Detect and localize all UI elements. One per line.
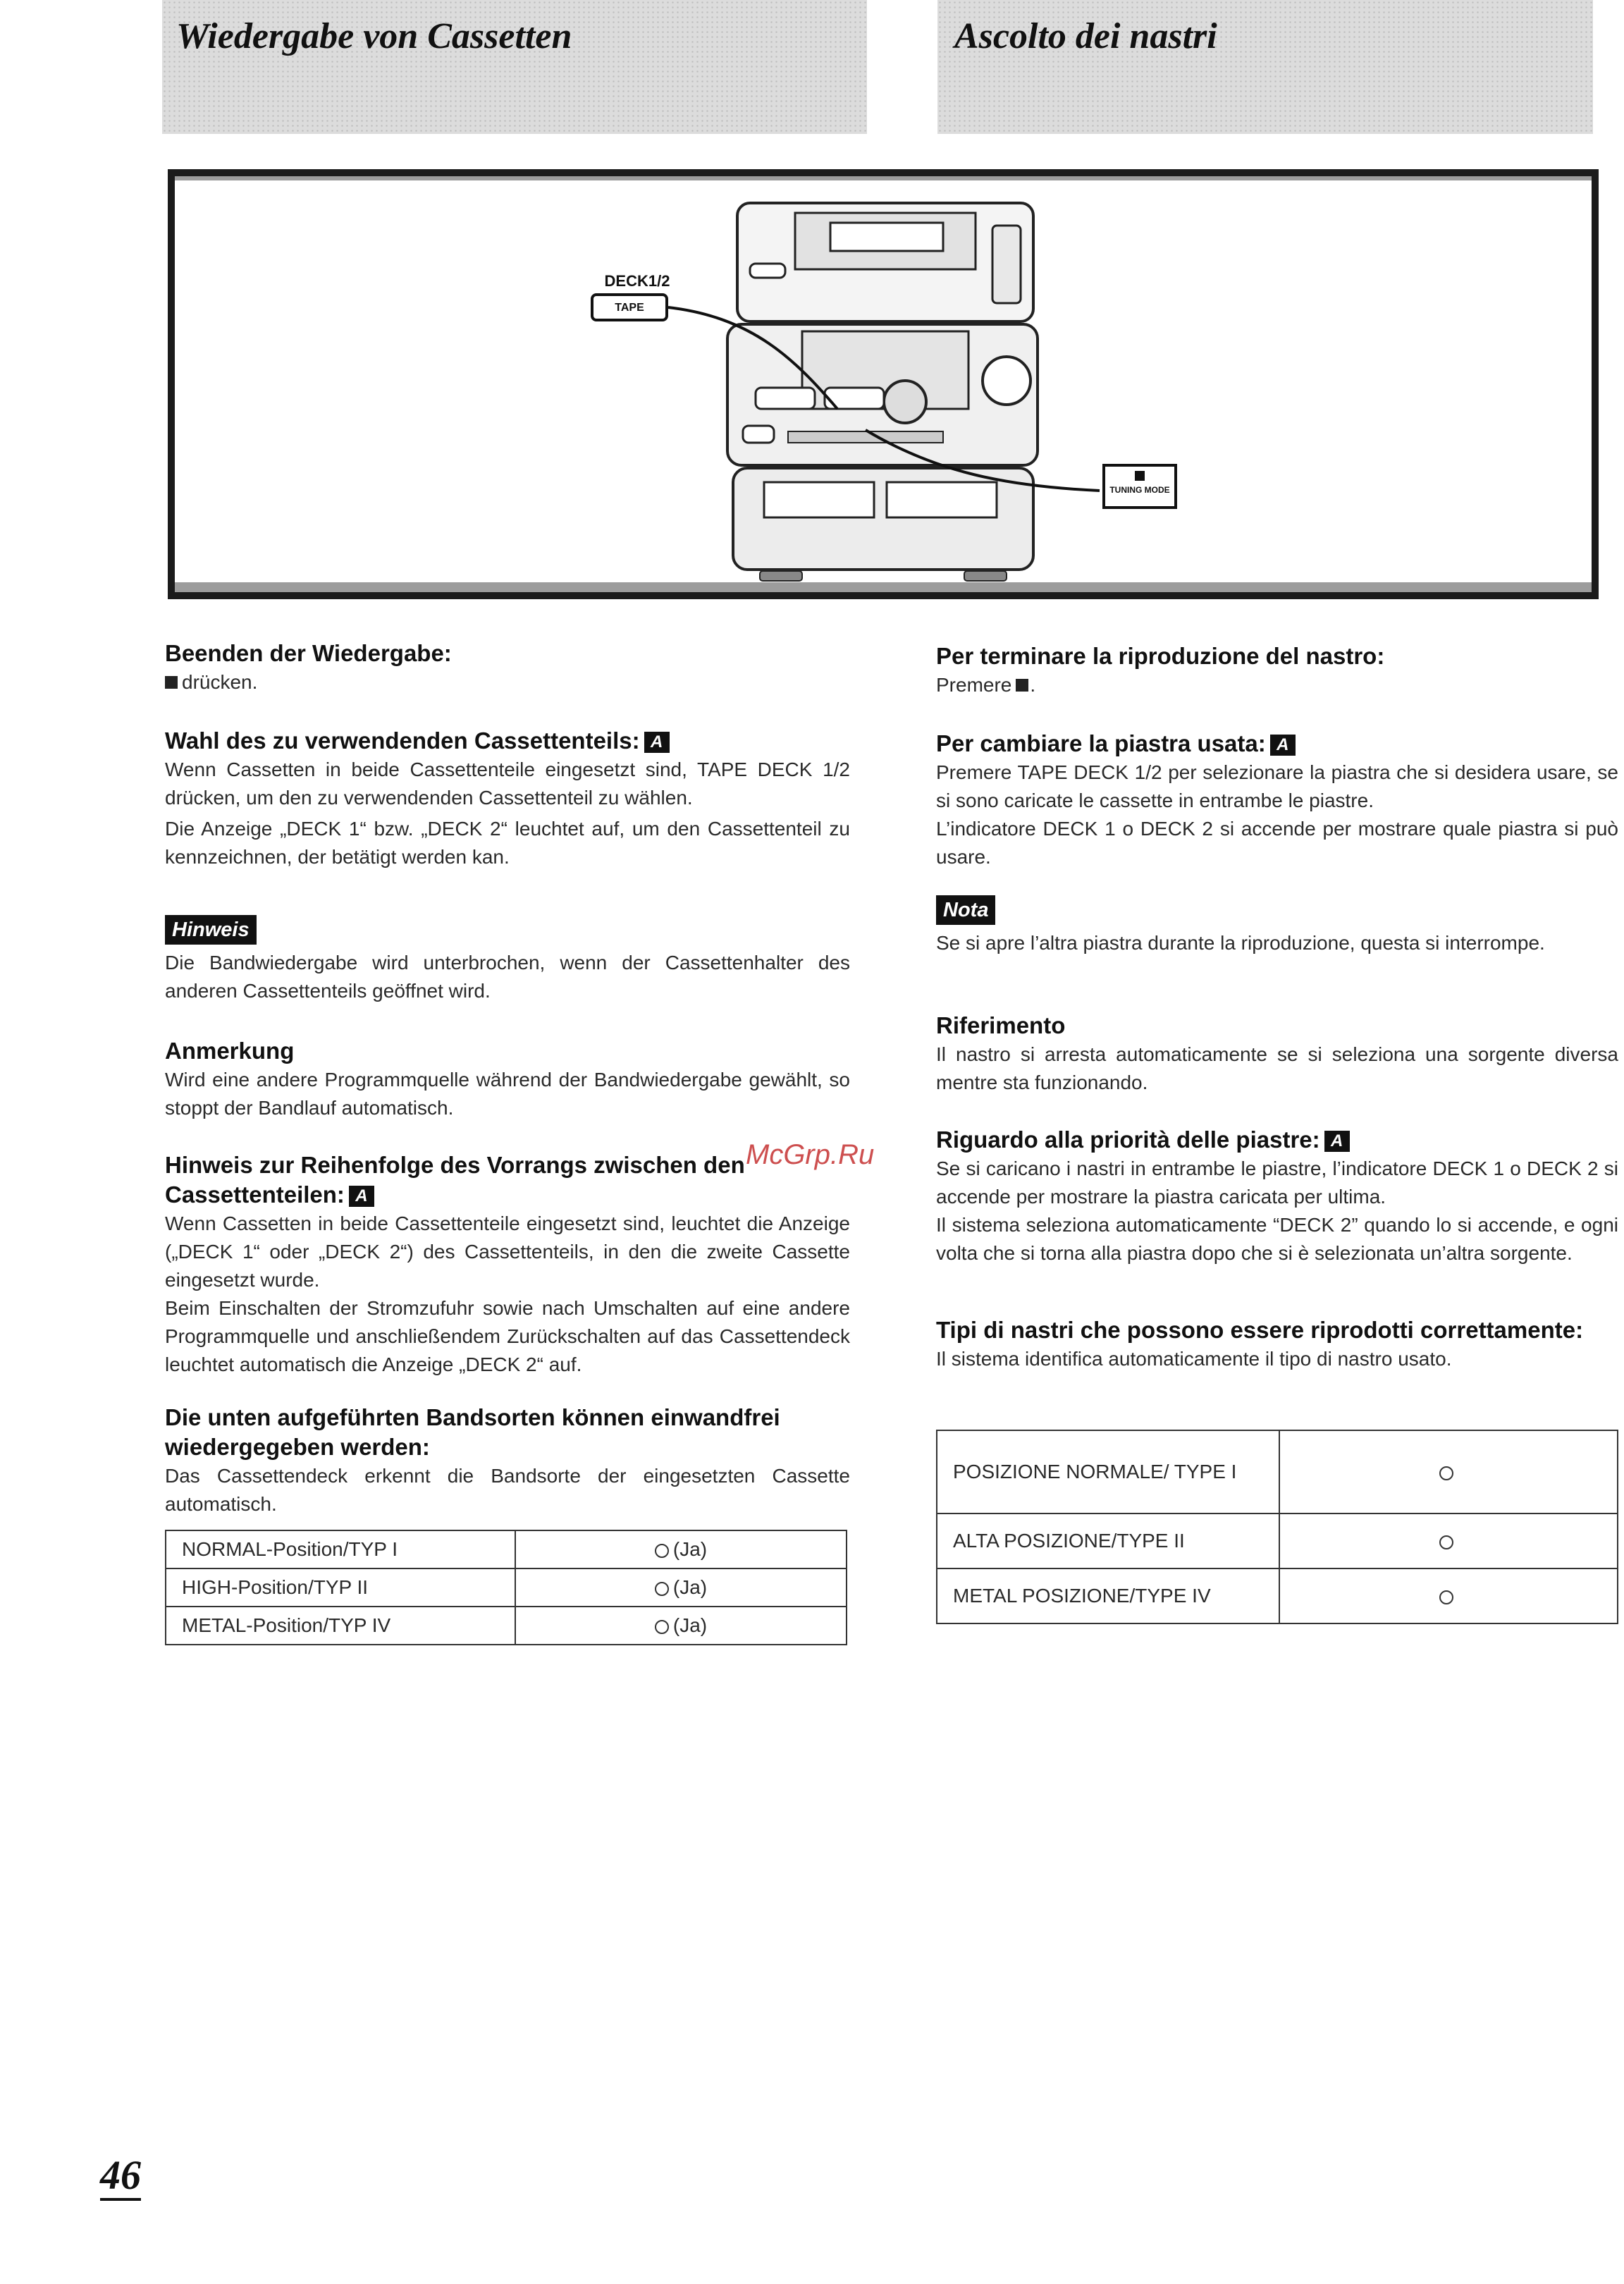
it-stop-heading: Per terminare la riproduzione del nastro: [936, 643, 1385, 669]
circle-icon [655, 1544, 669, 1558]
de-priority-text-1: Wenn Cassetten in beide Cassettenteile eingesetzt sind, leuchtet die Anzeige („DECK 1“ oder „DECK 2“) des Cassettenteils, in den die zweite Cassette eingesetzt wurde. [165, 1212, 850, 1291]
top-left-button [750, 264, 785, 278]
tape-button-label: TAPE [591, 293, 668, 321]
it-tape-table [936, 1430, 1618, 1624]
de-remark-heading: Anmerkung [165, 1038, 295, 1064]
cassette-deck-2 [887, 482, 997, 517]
de-stop-heading: Beenden der Wiedergabe: [165, 640, 452, 666]
it-priority-heading [936, 1125, 1618, 1155]
page-number: 46 [100, 2153, 141, 2201]
deck-callout-label: DECK1/2 [604, 272, 670, 290]
table-row [166, 1530, 847, 1568]
table-row [166, 1568, 847, 1607]
circle-icon [655, 1582, 669, 1596]
stereo-illustration [168, 169, 1599, 599]
de-section-tape-types [165, 1403, 850, 1518]
it-tape-types-heading: Tipi di nastri che possono essere riprodotti correttamente: [936, 1317, 1584, 1343]
tape-support-cell [515, 1607, 847, 1645]
de-section-note [165, 915, 850, 1005]
tape-type-cell: HIGH-Position/TYP II [166, 1568, 515, 1607]
it-reference-heading: Riferimento [936, 1012, 1066, 1038]
de-stop-text [165, 668, 850, 696]
it-section-reference [936, 1011, 1618, 1097]
it-priority-title: Riguardo alla priorità delle piastre: [936, 1126, 1320, 1153]
tape-type-cell: POSIZIONE NORMALE/ TYPE I [937, 1430, 1279, 1514]
figure-a-badge: A [644, 732, 670, 753]
foot-right [964, 571, 1007, 581]
header-band-left [162, 0, 867, 134]
stop-icon [165, 676, 178, 689]
it-stop-text: Premere . [936, 674, 1036, 696]
tape-support-value: (Ja) [672, 1576, 708, 1598]
page-title-de: Wiedergabe von Cassetten [176, 16, 572, 56]
it-deck-select-text-1: Premere TAPE DECK 1/2 per selezionare la piastra che si desidera usare, se si sono caricate le cassette in entrambe le piastre. [936, 761, 1618, 811]
jog-dial [884, 381, 926, 423]
it-priority-text-2: Il sistema seleziona automaticamente “DECK 2” quando lo si accende, e ogni volta che si torna alla piastra dopo che si è selezionata un’altra sorgente. [936, 1214, 1618, 1264]
tape-support-value: (Ja) [672, 1614, 708, 1636]
it-deck-select-text-2: L’indicatore DECK 1 o DECK 2 si accende per mostrare quale piastra si può usare. [936, 818, 1618, 868]
de-stop-text-value: drücken. [182, 671, 258, 693]
figure-a-badge: A [1324, 1131, 1350, 1152]
stop-icon [1135, 471, 1145, 481]
tape-support-cell [1279, 1568, 1618, 1623]
circle-icon [655, 1620, 669, 1634]
de-deck-select-heading [165, 726, 850, 756]
de-note-text: Die Bandwiedergabe wird unterbrochen, wenn der Cassettenhalter des anderen Cassettenteils geöffnet wird. [165, 952, 850, 1002]
button-row [788, 431, 943, 443]
it-note-text: Se si apre l’altra piastra durante la riproduzione, questa si interrompe. [936, 932, 1545, 954]
it-reference-text: Il nastro si arresta automaticamente se si seleziona una sorgente diversa mentre sta funzionando. [936, 1043, 1618, 1093]
tape-support-cell [1279, 1514, 1618, 1568]
table-row [166, 1607, 847, 1645]
tape-support-cell [515, 1568, 847, 1607]
tape-support-cell [515, 1530, 847, 1568]
de-note-badge: Hinweis [165, 915, 257, 945]
table-row [937, 1430, 1618, 1514]
tape-support-value: (Ja) [672, 1538, 708, 1560]
de-section-deck-select [165, 726, 850, 871]
cassette-deck-1 [764, 482, 874, 517]
tuning-mode-label: TUNING MODE [1109, 485, 1170, 495]
de-tape-table [165, 1530, 847, 1645]
top-right-vents [992, 226, 1021, 303]
figure-a-badge: A [349, 1186, 374, 1207]
it-tape-types-text: Il sistema identifica automaticamente il tipo di nastro usato. [936, 1348, 1452, 1370]
table-row [937, 1568, 1618, 1623]
de-section-stop [165, 639, 850, 696]
de-remark-text: Wird eine andere Programmquelle während der Bandwiedergabe gewählt, so stoppt der Bandlauf automatisch. [165, 1069, 850, 1119]
tape-support-cell [1279, 1430, 1618, 1514]
watermark: McGrp.Ru [746, 1139, 875, 1170]
tape-type-cell: NORMAL-Position/TYP I [166, 1530, 515, 1568]
it-section-priority [936, 1125, 1618, 1267]
power-button [743, 426, 774, 443]
tape-type-cell: ALTA POSIZIONE/TYPE II [937, 1514, 1279, 1568]
it-section-tape-types [936, 1315, 1618, 1373]
cd-door [830, 223, 943, 251]
volume-knob [983, 357, 1031, 405]
it-section-deck-select [936, 729, 1618, 871]
circle-icon [1439, 1590, 1453, 1604]
de-deck-select-text-2: Die Anzeige „DECK 1“ bzw. „DECK 2“ leuchtet auf, um den Cassettenteil zu kennzeichnen, der betätigt werden kan. [165, 818, 850, 868]
it-note-badge: Nota [936, 895, 995, 925]
stereo-unit-drawing [175, 176, 1592, 592]
de-deck-select-title: Wahl des zu verwendenden Cassettenteils: [165, 727, 640, 754]
header-band-right [937, 0, 1593, 134]
de-tape-types-text: Das Cassettendeck erkennt die Bandsorte der eingesetzten Cassette automatisch. [165, 1465, 850, 1515]
it-deck-select-heading [936, 729, 1618, 759]
foot-left [760, 571, 802, 581]
it-section-stop [936, 641, 1618, 699]
de-tape-types-heading: Die unten aufgeführten Bandsorten können einwandfrei wiedergegeben werden: [165, 1404, 780, 1460]
tape-type-cell: METAL POSIZIONE/TYPE IV [937, 1568, 1279, 1623]
stop-icon [1016, 679, 1028, 692]
table-row [937, 1514, 1618, 1568]
circle-icon [1439, 1466, 1453, 1480]
tape-type-cell: METAL-Position/TYP IV [166, 1607, 515, 1645]
figure-a-badge: A [1270, 735, 1296, 756]
circle-icon [1439, 1535, 1453, 1549]
de-section-priority [165, 1150, 850, 1379]
page-title-it: Ascolto dei nastri [954, 16, 1217, 56]
it-priority-text-1: Se si caricano i nastri in entrambe le piastre, l’indicatore DECK 1 o DECK 2 si accende per mostrare la piastra caricata per ultima. [936, 1158, 1618, 1208]
de-deck-select-text-1: Wenn Cassetten in beide Cassettenteile eingesetzt sind, TAPE DECK 1/2 drücken, um den zu verwendenden Cassettenteil zu wählen. [165, 759, 850, 809]
de-section-remark [165, 1036, 850, 1122]
de-priority-title: Hinweis zur Reihenfolge des Vorrangs zwischen den Cassettenteilen: [165, 1152, 745, 1208]
it-deck-select-title: Per cambiare la piastra usata: [936, 730, 1266, 756]
deck-button-1 [756, 388, 815, 409]
it-section-note [936, 895, 1618, 957]
stop-button-callout [1102, 464, 1177, 509]
de-priority-text-2: Beim Einschalten der Stromzufuhr sowie nach Umschalten auf eine andere Programmquelle und anschließendem Zurückschalten auf das Cassettendeck leuchtet automatisch die Anzeige „DECK 2“ auf. [165, 1297, 850, 1375]
it-stop-text-value: Premere [936, 674, 1012, 696]
